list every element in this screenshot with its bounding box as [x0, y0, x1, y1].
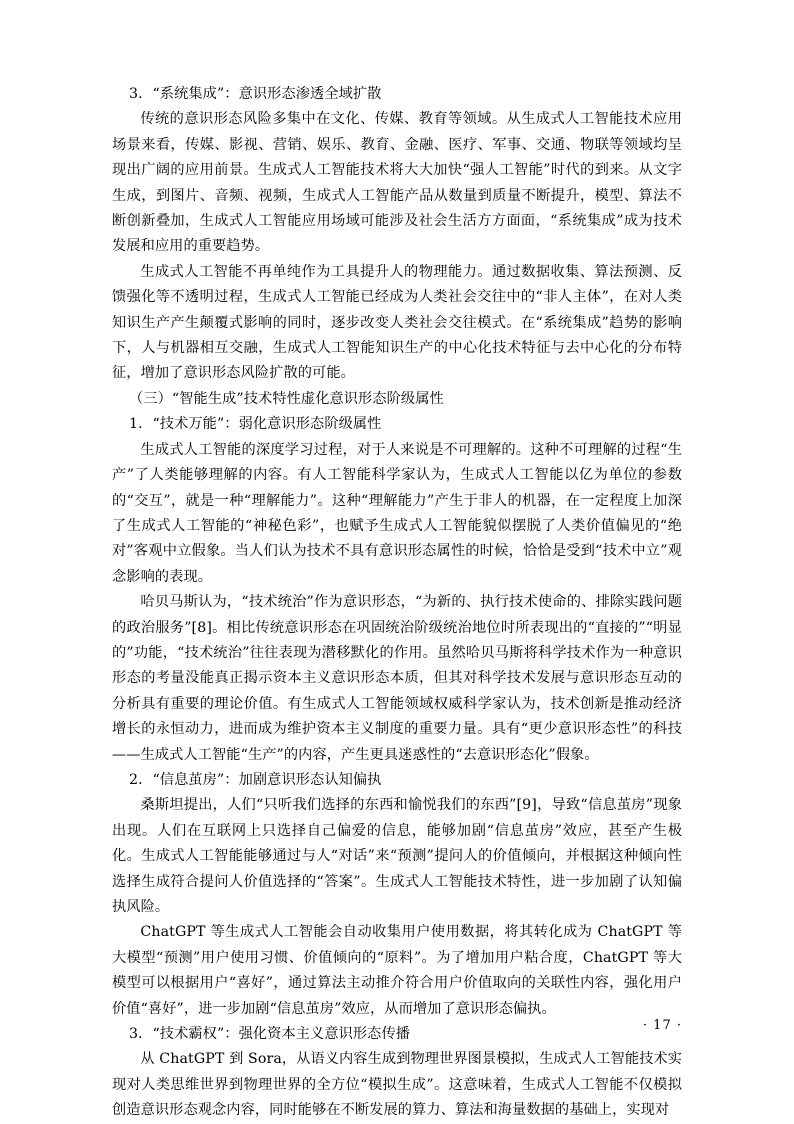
- heading-information-cocoon: 2．“信息茧房”：加剧意识形态认知偏执: [129, 771, 382, 788]
- paragraph-4: 哈贝马斯认为，“技术统治”作为意识形态，“为新的、执行技术使命的、排除实践问题的政治服务”[8]。相比传统意识形态在巩固统治阶级统治地位时所表现出的“直接的”“明显的”功能，“技术统治”往往表现为潜移默化的作用。虽然哈贝马斯将科学技术作为一种意识形态的考量没能真正揭示资本主义意识形态本质，但其对科学技术发展与意识形态互动的分析具有重要的理论价值。有生成式人工智能领域权威科学家认为，技术创新是推动经济增长的永恒动力，进而成为维护资本主义制度的重要力量。具有“更少意识形态性”的科技——生成式人工智能“生产”的内容，产生更具迷惑性的“去意识形态化”假象。: [112, 594, 682, 763]
- paragraph-1: 传统的意识形态风险多集中在文化、传媒、教育等领域。从生成式人工智能技术应用场景来看，传媒、影视、营销、娱乐、教育、金融、医疗、军事、交通、物联等领域均呈现出广阔的应用前景。生成式人工智能技术将大大加快“强人工智能”时代的到来。从文字生成，到图片、音频、视频，生成式人工智能产品从数量到质量不断提升，模型、算法不断创新叠加，生成式人工智能应用场域可能涉及社会生活方方面面，“系统集成”成为技术发展和应用的重要趋势。: [112, 111, 682, 255]
- paragraph-7: 从 ChatGPT 到 Sora，从语义内容生成到物理世界图景模拟，生成式人工智能技术实现对人类思维世界到物理世界的全方位“模拟生成”。这意味着，生成式人工智能不仅模拟创造意识形态观念内容，同时能够在不断发展的算力、算法和海量数据的基础上，实现对: [112, 1051, 682, 1119]
- paragraph-3: 生成式人工智能的深度学习过程，对于人来说是不可理解的。这种不可理解的过程“生产”了人类能够理解的内容。有人工智能科学家认为，生成式人工智能以亿为单位的参数的“交互”，就是一种“理解能力”。这种“理解能力”产生于非人的机器，在一定程度上加深了生成式人工智能的“神秘色彩”，也赋予生成式人工智能貌似摆脱了人类价值偏见的“绝对”客观中立假象。当人们认为技术不具有意识形态属性的时候，恰恰是受到“技术中立”观念影响的表现。: [112, 441, 682, 585]
- heading-technology-hegemony: 3．“技术霸权”：强化资本主义意识形态传播: [129, 1026, 411, 1043]
- heading-section-three: （三）“智能生成”技术特性虚化意识形态阶级属性: [129, 390, 444, 407]
- paragraph-6: ChatGPT 等生成式人工智能会自动收集用户使用数据，将其转化成为 ChatGPT 等大模型“预测”用户使用习惯、价值倾向的“原料”。为了增加用户粘合度，ChatGPT 等大模型可以根据用户“喜好”，通过算法主动推介符合用户价值取向的关联性内容，强化用户价值“喜好”，进一步加剧“信息茧房”效应，从而增加了意识形态偏执。: [112, 924, 682, 1017]
- page-number: · 17 ·: [642, 1018, 682, 1033]
- heading-technology-omnipotence: 1．“技术万能”：弱化意识形态阶级属性: [129, 416, 382, 433]
- paragraph-5: 桑斯坦提出，人们“只听我们选择的东西和愉悦我们的东西”[9]，导致“信息茧房”现象出现。人们在互联网上只选择自己偏爱的信息，能够加剧“信息茧房”效应，甚至产生极化。生成式人工智能能够通过与人“对话”来“预测”提问人的价值倾向，并根据这种倾向性选择生成符合提问人价值选择的“答案”。生成式人工智能技术特性，进一步加剧了认知偏执风险。: [112, 797, 682, 915]
- heading-system-integration: 3．“系统集成”：意识形态渗透全域扩散: [129, 86, 382, 102]
- page-body: [112, 82, 682, 1124]
- paragraph-2: 生成式人工智能不再单纯作为工具提升人的物理能力。通过数据收集、算法预测、反馈强化等不透明过程，生成式人工智能已经成为人类社会交往中的“非人主体”，在对人类知识生产产生颠覆式影响的同时，逐步改变人类社会交往模式。在“系统集成”趋势的影响下，人与机器相互交融，生成式人工智能知识生产的中心化技术特征与去中心化的分布特征，增加了意识形态风险扩散的可能。: [112, 263, 682, 382]
